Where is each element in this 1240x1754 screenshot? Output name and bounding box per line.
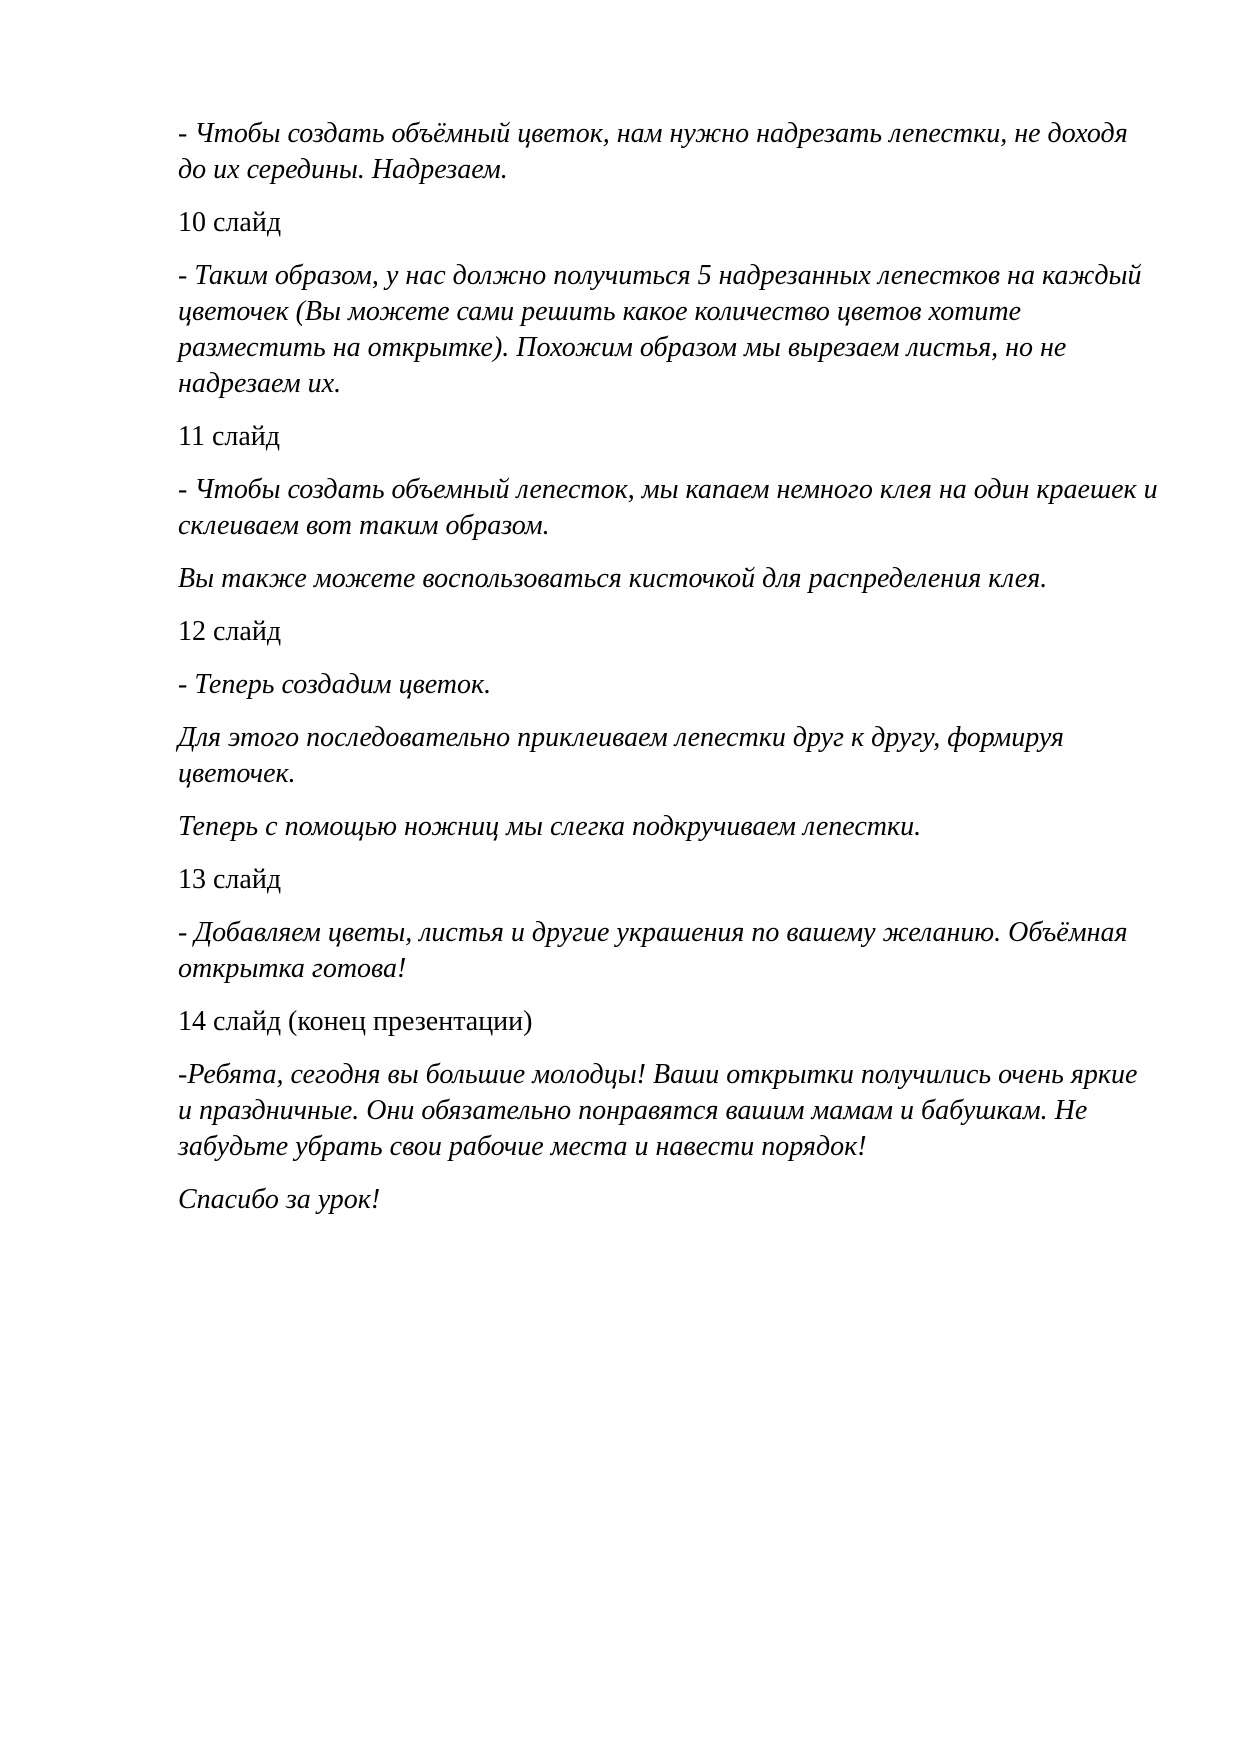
speech-paragraph: - Таким образом, у нас должно получиться 5 надрезанных лепестков на каждый цветочек (Вы можете сами решить какое количество цветов хотите разместить на открытке). Похожим образом мы вырезаем листья, но не надрезаем их.: [178, 260, 1142, 399]
slide-heading: 12 слайд: [178, 616, 282, 647]
document-body: [178, 116, 1158, 1235]
speech-paragraph: -Ребята, сегодня вы большие молодцы! Ваши открытки получились очень яркие и праздничные. Они обязательно понравятся вашим мамам и бабушкам. Не забудьте убрать свои рабочие места и навести порядок!: [178, 1059, 1138, 1162]
slide-heading: 13 слайд: [178, 864, 282, 895]
speech-paragraph: - Добавляем цветы, листья и другие украшения по вашему желанию. Объёмная открытка готова!: [178, 917, 1128, 984]
speech-paragraph: Вы также можете воспользоваться кисточкой для распределения клея.: [178, 563, 1048, 594]
slide-heading: 10 слайд: [178, 207, 282, 238]
speech-paragraph: Теперь с помощью ножниц мы слегка подкручиваем лепестки.: [178, 811, 922, 842]
speech-paragraph: - Теперь создадим цветок.: [178, 669, 492, 700]
slide-heading: 14 слайд (конец презентации): [178, 1006, 533, 1037]
speech-paragraph: - Чтобы создать объёмный цветок, нам нужно надрезать лепестки, не доходя до их середины. Надрезаем.: [178, 118, 1128, 185]
closing-paragraph: Спасибо за урок!: [178, 1184, 381, 1215]
speech-paragraph: - Чтобы создать объемный лепесток, мы капаем немного клея на один краешек и склеиваем вот таким образом.: [178, 474, 1158, 541]
slide-heading: 11 слайд: [178, 421, 281, 452]
speech-paragraph: Для этого последовательно приклеиваем лепестки друг к другу, формируя цветочек.: [178, 722, 1064, 789]
